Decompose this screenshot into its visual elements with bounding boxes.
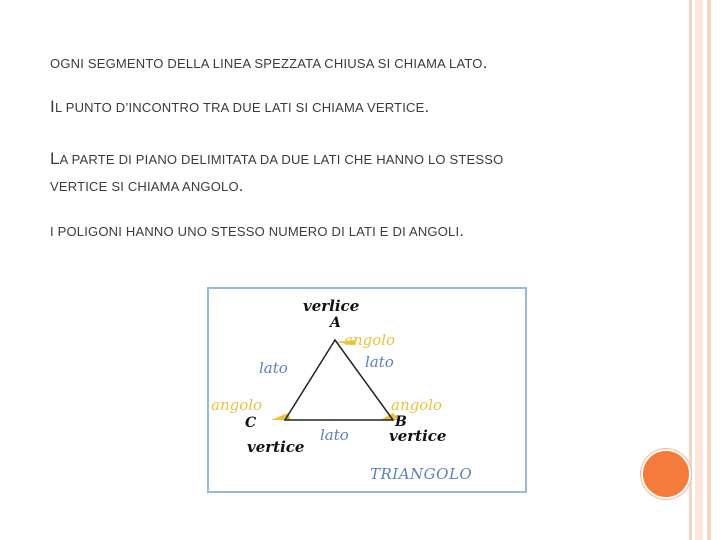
bullet-poligoni xyxy=(50,221,464,241)
triangle-figure xyxy=(207,287,527,493)
label-angolo-left: angolo xyxy=(211,396,263,414)
decorative-stripe xyxy=(689,0,692,540)
bullet-text: GNI SEGMENTO DELLA LINEA SPEZZATA CHIUSA SI CHIAMA LATO xyxy=(60,56,483,71)
bullet-text: A PARTE DI PIANO DELIMITATA DA DUE LATI CHE HANNO LO STESSO xyxy=(59,152,504,167)
bullet-vertice xyxy=(50,97,429,117)
triangle-shape xyxy=(285,340,393,420)
label-vertice-left: vertice xyxy=(247,438,305,456)
label-lato-bottom: lato xyxy=(320,426,349,444)
label-vertex-c: C xyxy=(245,415,257,431)
bullet-first-letter: I xyxy=(50,224,54,239)
bullet-first-letter: I xyxy=(50,97,55,116)
decorative-stripe xyxy=(695,0,703,540)
label-lato-right: lato xyxy=(365,353,394,371)
label-vertice-top: verlice xyxy=(303,297,360,315)
bullet-first-letter: L xyxy=(50,149,60,168)
decorative-stripe xyxy=(707,0,711,540)
bullet-first-letter: O xyxy=(50,56,61,71)
label-angolo-top: angolo xyxy=(344,331,396,349)
bullet-end: . xyxy=(238,176,244,195)
label-lato-left: lato xyxy=(259,359,288,377)
label-vertex-a: A xyxy=(330,315,341,331)
bullet-lato xyxy=(50,53,488,73)
angle-markers xyxy=(271,340,400,420)
bullet-end: . xyxy=(424,97,430,116)
triangle-drawing xyxy=(209,289,525,491)
bullet-text: L PUNTO D’INCONTRO TRA DUE LATI SI CHIAMA VERTICE xyxy=(54,100,425,115)
label-angolo-right: angolo xyxy=(391,396,443,414)
figure-caption: TRIANGOLO xyxy=(370,465,473,483)
bullet-end: . xyxy=(459,221,465,240)
label-vertice-right: vertice xyxy=(389,427,447,445)
bullet-angolo xyxy=(50,146,650,200)
bullet-text: POLIGONI HANNO UNO STESSO NUMERO DI LATI E DI ANGOLI xyxy=(53,224,460,239)
label-vertex-b: B xyxy=(395,414,407,430)
bullet-end: . xyxy=(482,53,488,72)
bullet-text-line2: VERTICE SI CHIAMA ANGOLO xyxy=(50,179,239,194)
decorative-circle xyxy=(641,449,691,499)
